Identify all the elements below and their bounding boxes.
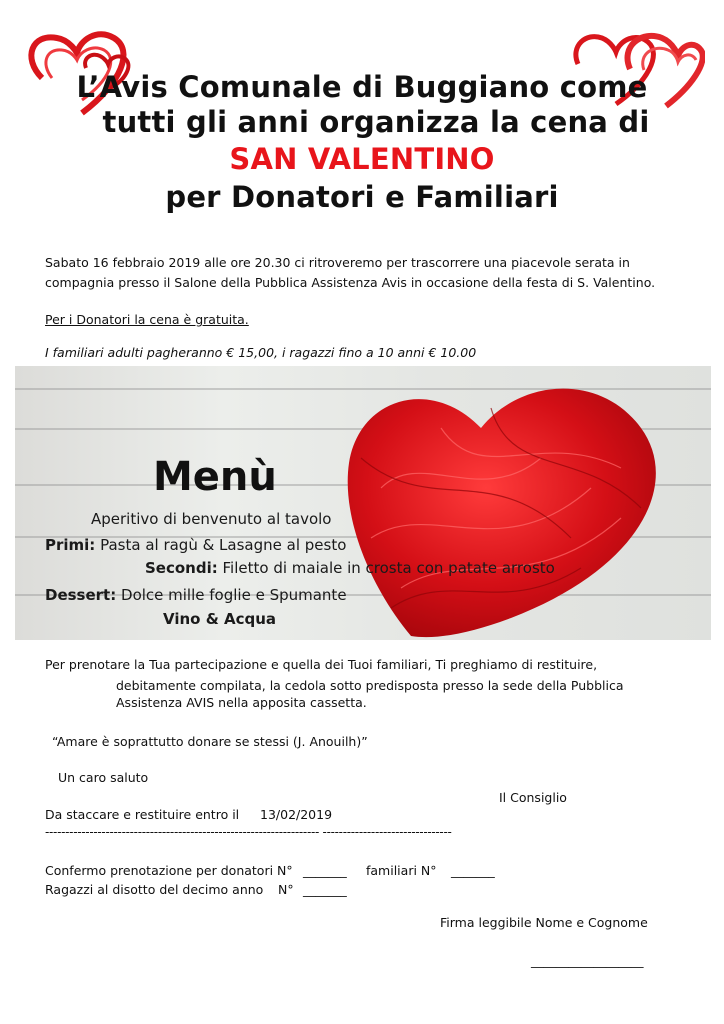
sign-label: Firma leggibile Nome e Cognome [440, 915, 648, 930]
booking-line-3: Assistenza AVIS nella apposita cassetta. [116, 695, 367, 710]
menu-title: Menù [153, 454, 277, 500]
booking-line-1: Per prenotare la Tua partecipazione e quella dei Tuoi familiari, Ti preghiamo di restituire, [45, 657, 598, 672]
title-line-2: tutti gli anni organizza la cena di [102, 105, 650, 139]
kids-field[interactable]: _______ [303, 882, 347, 897]
title-line-1: L’Avis Comunale di Buggiano come [76, 70, 648, 104]
dessert-label: Dessert: [45, 586, 117, 604]
donors-label: Confermo prenotazione per donatori N° [45, 863, 293, 878]
deadline-date: 13/02/2019 [260, 807, 333, 822]
menu-welcome: Aperitivo di benvenuto al tavolo [91, 510, 332, 528]
menu-drinks: Vino & Acqua [163, 610, 277, 628]
deadline-label: Da staccare e restituire entro il [45, 807, 240, 822]
secondi-dishes: Filetto di maiale in crosta con patate arrosto [222, 559, 555, 577]
family-label: familiari N° [366, 863, 437, 878]
menu-banner [15, 366, 711, 640]
prices-note: I familiari adulti pagheranno € 15,00, i ragazzi fino a 10 anni € 10.00 [45, 345, 477, 360]
free-dinner-note: Per i Donatori la cena è gratuita. [45, 312, 249, 327]
intro-line-2: compagnia presso il Salone della Pubblica Assistenza Avis in occasione della festa di S. Valentino. [45, 275, 656, 290]
signature: Il Consiglio [499, 790, 567, 805]
greeting: Un caro saluto [58, 770, 149, 785]
menu-secondi [145, 559, 555, 577]
dessert-dishes: Dolce mille foglie e Spumante [121, 586, 347, 604]
title-line-4: per Donatori e Familiari [165, 180, 559, 214]
quote: “Amare è soprattutto donare se stessi (J. Anouilh)” [52, 734, 368, 749]
red-heart-icon [341, 368, 671, 640]
sign-field[interactable]: __________________ [531, 953, 644, 968]
primi-label: Primi: [45, 536, 96, 554]
cut-line: -------------------------------------------------------------------- -------------------------------- [45, 825, 452, 839]
kids-label: Ragazzi al disotto del decimo anno [45, 882, 264, 897]
intro-line-1: Sabato 16 febbraio 2019 alle ore 20.30 ci ritroveremo per trascorrere una piacevole serata in [45, 255, 630, 270]
menu-dessert [45, 586, 347, 604]
secondi-label: Secondi: [145, 559, 218, 577]
menu-primi [45, 536, 346, 554]
booking-line-2: debitamente compilata, la cedola sotto predisposta presso la sede della Pubblica [116, 678, 624, 693]
donors-field[interactable]: _______ [303, 863, 347, 878]
primi-dishes: Pasta al ragù & Lasagne al pesto [100, 536, 347, 554]
kids-number-label: N° [278, 882, 294, 897]
event-title: SAN VALENTINO [229, 142, 495, 176]
family-field[interactable]: _______ [451, 863, 495, 878]
